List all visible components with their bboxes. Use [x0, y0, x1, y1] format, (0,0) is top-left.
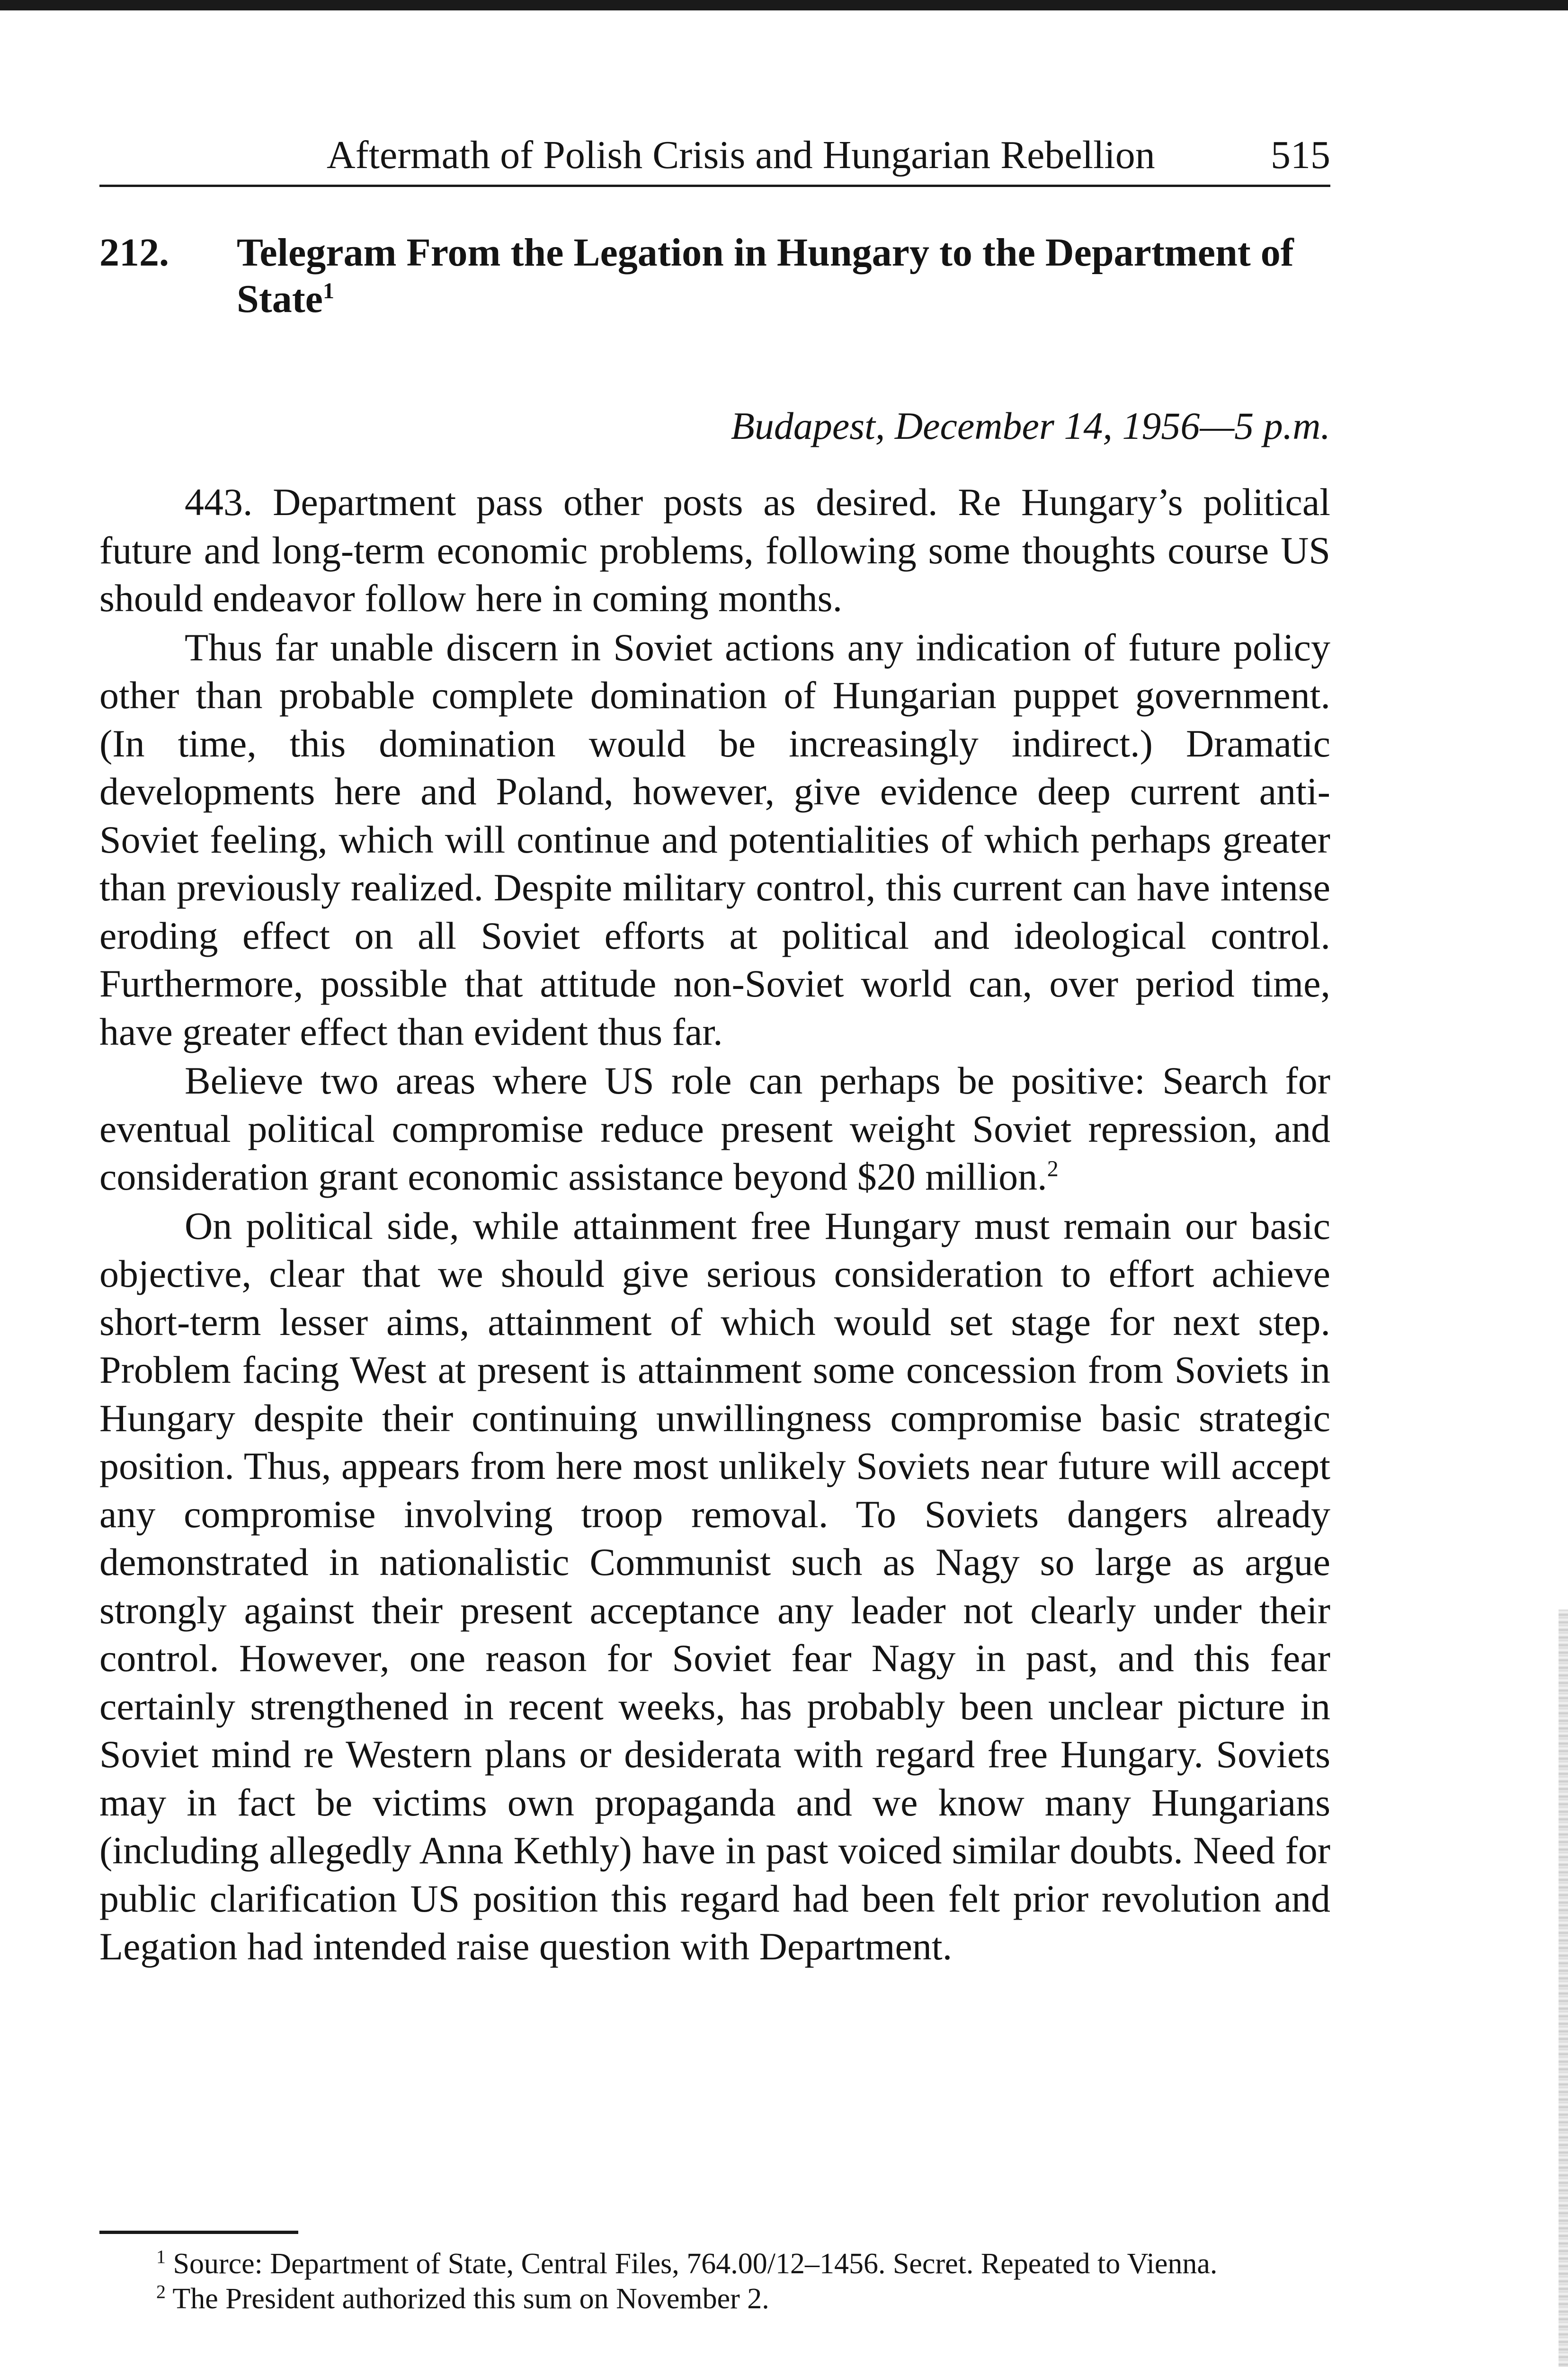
footnote-1 [99, 2246, 1330, 2281]
paragraph-4: On political side, while attainment free Hungary must remain our basic objective, clear that we should give serious consideration to effort achieve short-term lesser aims, attainment of which would set stage for next step. Problem facing West at present is attainment some concession from Soviets in Hungary despite their continuing unwillingness compromise basic strategic position. Thus, appears from here most unlikely Soviets near future will accept any compromise involving troop removal. To Soviets dangers already demonstrated in nationalistic Communist such as Nagy so large as argue strongly against their present acceptance any leader not clearly under their control. However, one reason for Soviet fear Nagy in past, and this fear certainly strengthened in recent weeks, has probably been unclear picture in Soviet mind re Western plans or desiderata with regard free Hungary. Soviets may in fact be victims own propaganda and we know many Hungarians (including allegedly Anna Kethly) have in past voiced similar doubts. Need for public clarification US position this regard had been felt prior revolution and Legation had intended raise question with Department. [99, 1204, 1330, 1968]
document-title [237, 230, 1330, 322]
footnote-1-marker: 1 [156, 2246, 166, 2268]
paragraph-3 [99, 1057, 1330, 1201]
paragraph-3-text: Believe two areas where US role can perhaps be positive: Search for eventual political compromise reduce present weight Soviet repression, and consideration grant economic assistance beyond $20 million. [99, 1059, 1330, 1198]
footnote-2-text: The President authorized this sum on November 2. [172, 2283, 769, 2315]
footnote-2 [99, 2281, 1330, 2316]
running-head-title: Aftermath of Polish Crisis and Hungarian Rebellion [327, 133, 1155, 177]
footnote-2-marker: 2 [156, 2281, 166, 2303]
document-title-text: Telegram From the Legation in Hungary to the Department of State [237, 231, 1294, 321]
footnote-ref-2: 2 [1047, 1156, 1059, 1182]
dateline: Budapest, December 14, 1956—5 p.m. [731, 404, 1330, 447]
document-number: 212. [99, 231, 169, 275]
scan-right-edge [1559, 1610, 1568, 2367]
paragraph-1: 443. Department pass other posts as desired. Re Hungary’s political future and long-term economic problems, following some thoughts course US should endeavor follow here in coming months. [99, 481, 1330, 620]
footnote-rule [99, 2231, 298, 2234]
running-head [99, 128, 1330, 187]
footnotes [99, 2246, 1330, 2316]
footnote-1-text: Source: Department of State, Central Files, 764.00/12–1456. Secret. Repeated to Vienna. [173, 2248, 1218, 2280]
page-number: 515 [1271, 133, 1330, 177]
telegram-body [99, 478, 1330, 1972]
paragraph-2: Thus far unable discern in Soviet actions any indication of future policy other than probable complete domination of Hungarian puppet government. (In time, this domination would be increasingly indirect.) Dramatic developments here and Poland, however, give evidence deep current anti-Soviet feeling, which will continue and potentialities of which perhaps greater than previously realized. Despite military control, this current can have intense eroding effect on all Soviet efforts at political and ideological control. Furthermore, possible that attitude non-Soviet world can, over period time, have greater effect than evident thus far. [99, 625, 1330, 1053]
scan-top-border [0, 0, 1568, 10]
footnote-ref-1: 1 [322, 278, 334, 303]
